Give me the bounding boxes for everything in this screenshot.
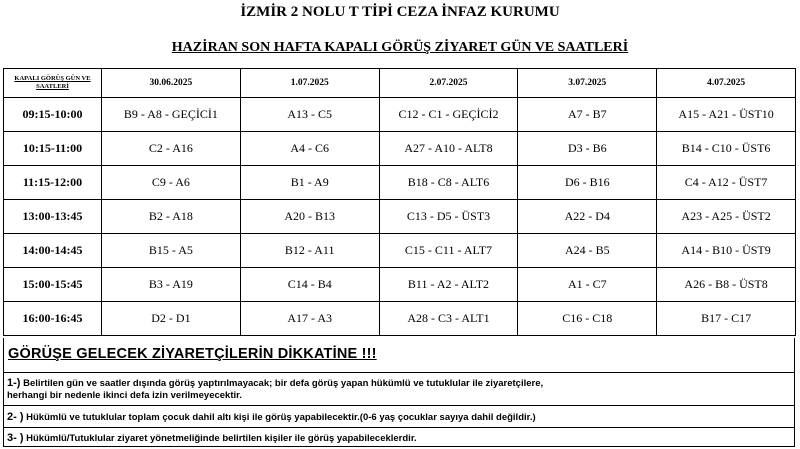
- table-cell: B11 - A2 - ALT2: [379, 268, 518, 302]
- time-slot: 14:00-14:45: [4, 234, 102, 268]
- table-cell: A1 - C7: [518, 268, 657, 302]
- divider: [3, 427, 795, 428]
- note-number: 1-): [7, 377, 21, 389]
- note-text: Hükümlü ve tutuklular toplam çocuk dahil altı kişi ile görüş yapabilecektir.(0-6 yaş çocuklar sayıya dahil değildir.): [26, 412, 536, 423]
- page-title: İZMİR 2 NOLU T TİPİ CEZA İNFAZ KURUMU: [240, 4, 560, 20]
- note-text: Hükümlü/Tutuklular ziyaret yönetmeliğinde belirtilen kişiler ile görüş yapabileceklerdir.: [26, 433, 417, 444]
- time-slot: 16:00-16:45: [4, 302, 102, 336]
- table-row: [4, 200, 796, 234]
- date-header: 30.06.2025: [102, 69, 241, 98]
- note-number: 2- ): [7, 411, 24, 423]
- table-cell: B14 - C10 - ÜST6: [657, 132, 796, 166]
- time-slot: 09:15-10:00: [4, 98, 102, 132]
- table-cell: B1 - A9: [240, 166, 379, 200]
- note-3: [7, 432, 787, 445]
- divider: [3, 405, 795, 406]
- time-slot: 10:15-11:00: [4, 132, 102, 166]
- note-number: 3- ): [7, 432, 24, 444]
- table-cell: A26 - B8 - ÜST8: [657, 268, 796, 302]
- header-row: [4, 69, 796, 98]
- date-header: 2.07.2025: [379, 69, 518, 98]
- table-cell: B17 - C17: [657, 302, 796, 336]
- table-cell: C4 - A12 - ÜST7: [657, 166, 796, 200]
- table-cell: A17 - A3: [240, 302, 379, 336]
- table-cell: C16 - C18: [518, 302, 657, 336]
- time-slot: 15:00-15:45: [4, 268, 102, 302]
- table-row: [4, 98, 796, 132]
- table-cell: A4 - C6: [240, 132, 379, 166]
- table-cell: C13 - D5 - ÜST3: [379, 200, 518, 234]
- table-cell: C15 - C11 - ALT7: [379, 234, 518, 268]
- table-cell: B12 - A11: [240, 234, 379, 268]
- table-cell: C14 - B4: [240, 268, 379, 302]
- table-row: [4, 166, 796, 200]
- corner-header: KAPALI GÖRÜŞ GÜN VE SAATLERİ: [4, 69, 102, 98]
- warning-heading: GÖRÜŞE GELECEK ZİYARETÇİLERİN DİKKATİNE !!!: [8, 346, 377, 362]
- table-cell: B18 - C8 - ALT6: [379, 166, 518, 200]
- table-row: [4, 234, 796, 268]
- table-cell: A7 - B7: [518, 98, 657, 132]
- note-1: [7, 377, 787, 402]
- table-cell: A28 - C3 - ALT1: [379, 302, 518, 336]
- table-cell: B3 - A19: [102, 268, 241, 302]
- note-text: Belirtilen gün ve saatler dışında görüş yaptırılmayacak; bir defa görüş yapan hükümlü ve tutuklular ile ziyaretçilere,: [23, 378, 544, 389]
- table-cell: A14 - B10 - ÜST9: [657, 234, 796, 268]
- table-cell: B15 - A5: [102, 234, 241, 268]
- table-cell: A24 - B5: [518, 234, 657, 268]
- schedule-table: [3, 68, 796, 336]
- table-row: [4, 132, 796, 166]
- time-slot: 13:00-13:45: [4, 200, 102, 234]
- table-cell: D3 - B6: [518, 132, 657, 166]
- table-row: [4, 268, 796, 302]
- table-cell: C9 - A6: [102, 166, 241, 200]
- table-cell: A20 - B13: [240, 200, 379, 234]
- date-header: 4.07.2025: [657, 69, 796, 98]
- table-cell: B2 - A18: [102, 200, 241, 234]
- table-cell: C2 - A16: [102, 132, 241, 166]
- date-header: 3.07.2025: [518, 69, 657, 98]
- date-header: 1.07.2025: [240, 69, 379, 98]
- table-cell: C12 - C1 - GEÇİCİ2: [379, 98, 518, 132]
- note-text-continued: herhangi bir nedenle ikinci defa izin verilmeyecektir.: [7, 390, 242, 401]
- note-2: [7, 411, 787, 424]
- table-cell: B9 - A8 - GEÇİCİ1: [102, 98, 241, 132]
- table-cell: A27 - A10 - ALT8: [379, 132, 518, 166]
- table-cell: D2 - D1: [102, 302, 241, 336]
- time-slot: 11:15-12:00: [4, 166, 102, 200]
- table-cell: A13 - C5: [240, 98, 379, 132]
- page-subtitle: HAZİRAN SON HAFTA KAPALI GÖRÜŞ ZİYARET GÜN VE SAATLERİ: [171, 40, 629, 55]
- table-cell: A15 - A21 - ÜST10: [657, 98, 796, 132]
- divider: [3, 372, 795, 373]
- table-cell: A23 - A25 - ÜST2: [657, 200, 796, 234]
- table-row: [4, 302, 796, 336]
- table-cell: D6 - B16: [518, 166, 657, 200]
- table-cell: A22 - D4: [518, 200, 657, 234]
